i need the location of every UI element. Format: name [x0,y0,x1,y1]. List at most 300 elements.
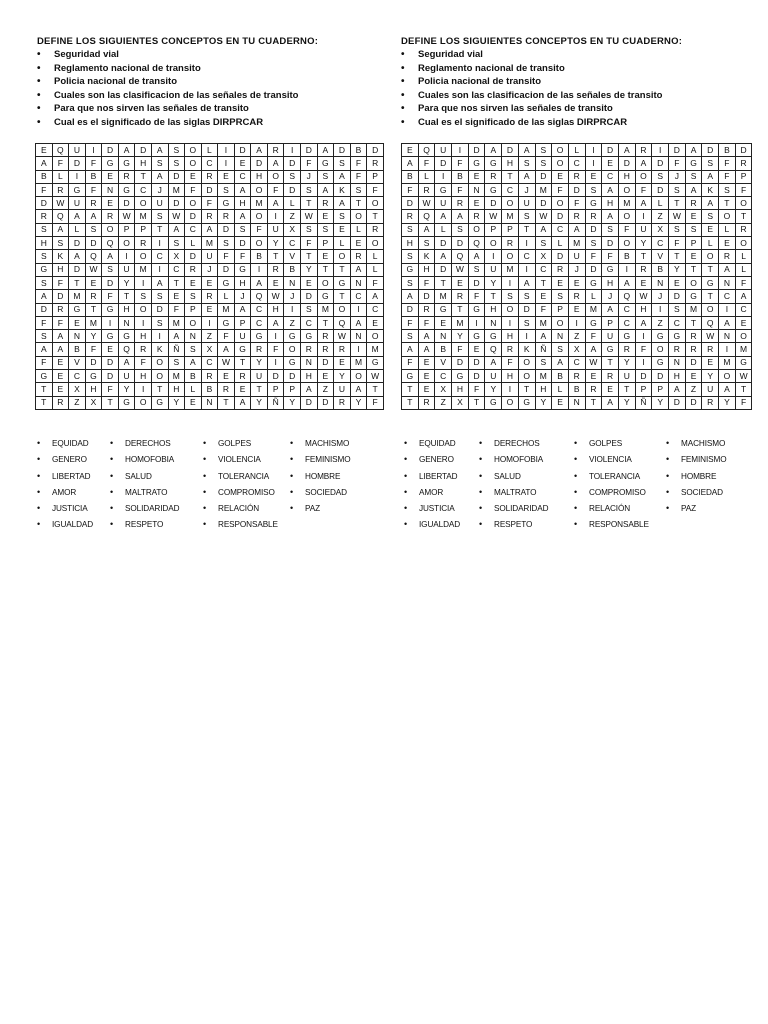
grid-cell: R [702,396,719,409]
grid-cell: T [102,396,119,409]
word-column [666,437,727,518]
grid-cell: S [552,343,569,356]
grid-cell: F [367,396,384,409]
grid-cell: I [502,316,519,329]
grid-cell: B [402,170,419,183]
grid-cell: A [552,356,569,369]
grid-cell: Ñ [535,343,552,356]
grid-cell: E [52,370,69,383]
grid-cell: A [418,223,435,236]
grid-cell: D [102,144,119,157]
grid-cell: I [468,316,485,329]
grid-cell: V [284,250,301,263]
grid-cell: S [652,170,669,183]
word-bank-item: • SALUD [110,470,152,481]
grid-cell: Z [652,316,669,329]
grid-cell: V [652,250,669,263]
grid-cell: G [735,356,752,369]
grid-cell: T [317,263,334,276]
grid-cell: N [185,330,202,343]
grid-cell: R [585,210,602,223]
grid-cell: P [284,383,301,396]
grid-cell: O [618,183,635,196]
grid-cell: Y [652,396,669,409]
grid-cell: A [635,197,652,210]
grid-cell: E [317,210,334,223]
grid-cell: L [552,383,569,396]
grid-cell: A [234,183,251,196]
grid-cell: R [568,370,585,383]
grid-cell: Z [69,396,86,409]
grid-cell: D [284,183,301,196]
grid-cell: S [102,263,119,276]
grid-cell: S [518,316,535,329]
grid-cell: I [585,157,602,170]
grid-row [36,183,384,196]
grid-cell: A [350,316,367,329]
grid-cell: A [251,276,268,289]
word-bank-item: • RELACIÓN [574,503,631,514]
grid-cell: V [69,356,86,369]
grid-cell: G [435,183,452,196]
grid-row [402,343,752,356]
grid-cell: I [635,330,652,343]
grid-cell: N [652,276,669,289]
grid-cell: T [685,263,702,276]
grid-cell: I [435,170,452,183]
bullet-icon: • [37,49,41,60]
grid-cell: F [585,250,602,263]
grid-cell: D [685,396,702,409]
grid-cell: F [350,157,367,170]
grid-cell: H [418,263,435,276]
grid-cell: I [568,316,585,329]
grid-cell: K [518,343,535,356]
grid-row [402,356,752,369]
grid-cell: E [85,276,102,289]
grid-cell: S [36,330,53,343]
grid-cell: M [135,263,152,276]
grid-cell: E [552,170,569,183]
grid-cell: I [135,383,152,396]
grid-cell: W [585,356,602,369]
grid-cell: R [702,343,719,356]
grid-cell: H [267,303,284,316]
grid-cell: H [234,276,251,289]
grid-cell: R [350,250,367,263]
grid-row [402,316,752,329]
grid-cell: M [585,303,602,316]
grid-cell: G [251,330,268,343]
grid-cell: X [535,250,552,263]
grid-cell: B [719,144,736,157]
grid-cell: T [317,316,334,329]
grid-cell: D [36,197,53,210]
grid-cell: D [402,303,419,316]
grid-cell: E [452,276,469,289]
grid-cell: U [618,370,635,383]
grid-cell: A [267,316,284,329]
grid-cell: S [85,223,102,236]
grid-cell: G [602,263,619,276]
grid-cell: T [635,250,652,263]
grid-cell: Z [201,330,218,343]
grid-cell: E [185,396,202,409]
grid-cell: G [85,370,102,383]
grid-cell: W [635,290,652,303]
grid-cell: G [234,343,251,356]
grid-cell: S [350,183,367,196]
grid-cell: D [69,263,86,276]
bullet-icon: • [203,519,207,530]
grid-cell: S [502,290,519,303]
grid-cell: A [168,223,185,236]
grid-cell: D [468,144,485,157]
grid-cell: F [52,157,69,170]
grid-cell: O [652,343,669,356]
word-bank-item: • SALUD [479,470,521,481]
grid-cell: T [702,290,719,303]
grid-cell: C [618,316,635,329]
grid-cell: H [635,303,652,316]
grid-cell: S [669,303,686,316]
grid-cell: S [468,263,485,276]
grid-cell: E [685,250,702,263]
bullet-icon: • [479,438,483,448]
grid-cell: E [234,157,251,170]
grid-cell: Ñ [267,396,284,409]
grid-cell: T [367,210,384,223]
grid-cell: J [284,290,301,303]
grid-cell: O [367,330,384,343]
grid-cell: H [618,170,635,183]
grid-row [36,197,384,210]
word-column [37,437,93,535]
grid-cell: O [135,303,152,316]
grid-cell: O [735,330,752,343]
worksheet-right [384,0,768,560]
grid-cell: W [85,263,102,276]
grid-cell: R [502,343,519,356]
grid-cell: Y [485,383,502,396]
grid-cell: A [367,290,384,303]
grid-cell: C [552,223,569,236]
grid-cell: R [735,223,752,236]
grid-cell: A [36,343,53,356]
grid-cell: J [151,183,168,196]
grid-cell: G [284,356,301,369]
grid-cell: C [435,370,452,383]
grid-cell: C [201,157,218,170]
grid-cell: F [102,290,119,303]
grid-cell: S [402,223,419,236]
grid-cell: E [568,276,585,289]
grid-cell: C [350,290,367,303]
grid-cell: Q [251,290,268,303]
grid-cell: A [702,197,719,210]
grid-cell: M [685,303,702,316]
grid-row [36,250,384,263]
grid-cell: R [201,210,218,223]
grid-cell: H [135,157,152,170]
bullet-icon: • [404,438,408,448]
concept-item: • Para que nos sirven las señales de transito [37,103,249,115]
grid-cell: R [452,290,469,303]
word-bank-item: • PAZ [666,503,697,514]
grid-cell: U [69,144,86,157]
grid-cell: T [435,276,452,289]
grid-cell: C [301,316,318,329]
grid-cell: X [85,396,102,409]
grid-cell: O [618,210,635,223]
grid-cell: S [168,237,185,250]
grid-cell: U [435,144,452,157]
grid-cell: D [52,290,69,303]
grid-cell: D [135,144,152,157]
grid-cell: P [485,223,502,236]
bullet-icon: • [479,486,483,497]
bullet-icon: • [203,470,207,481]
grid-cell: F [452,343,469,356]
grid-cell: R [201,170,218,183]
word-search-grid [35,143,384,410]
grid-cell: F [418,276,435,289]
grid-cell: E [435,316,452,329]
grid-cell: R [267,263,284,276]
grid-cell: O [151,356,168,369]
grid-cell: R [418,183,435,196]
grid-cell: R [502,237,519,250]
grid-cell: D [602,237,619,250]
grid-cell: E [418,370,435,383]
grid-cell: A [585,343,602,356]
grid-cell: S [334,210,351,223]
grid-cell: N [485,316,502,329]
grid-cell: A [234,303,251,316]
grid-cell: S [301,223,318,236]
grid-cell: S [36,223,53,236]
grid-cell: O [251,210,268,223]
bullet-icon: • [37,89,41,101]
grid-cell: R [452,197,469,210]
bullet-icon: • [37,454,41,465]
grid-cell: G [151,396,168,409]
grid-cell: I [635,210,652,223]
bullet-icon: • [404,486,408,497]
grid-cell: E [635,276,652,289]
grid-cell: S [535,237,552,250]
grid-cell: S [669,223,686,236]
grid-cell: S [36,276,53,289]
grid-cell: T [585,396,602,409]
grid-cell: G [652,330,669,343]
grid-cell: R [201,290,218,303]
grid-cell: F [267,343,284,356]
grid-row [36,157,384,170]
grid-cell: G [485,183,502,196]
grid-cell: A [185,356,202,369]
grid-cell: I [69,170,86,183]
bullet-icon: • [290,486,294,497]
word-bank-item: • FEMINISMO [666,454,727,465]
grid-cell: A [435,250,452,263]
grid-cell: I [151,263,168,276]
grid-cell: G [118,396,135,409]
grid-cell: M [135,210,152,223]
grid-cell: D [284,157,301,170]
grid-cell: A [602,396,619,409]
bullet-icon: • [574,454,578,465]
grid-cell: G [102,157,119,170]
grid-cell: B [201,383,218,396]
word-column [404,437,460,535]
grid-cell: A [602,210,619,223]
grid-cell: Ñ [168,343,185,356]
word-bank-item: • MALTRATO [110,486,168,497]
grid-cell: D [518,303,535,316]
grid-cell: F [669,157,686,170]
concept-item: • Cuales son las clasificacion de las señales de transito [37,89,299,101]
grid-cell: O [502,396,519,409]
grid-cell: D [102,370,119,383]
grid-cell: I [350,343,367,356]
bullet-icon: • [479,519,483,530]
grid-cell: A [317,144,334,157]
grid-cell: D [69,157,86,170]
grid-cell: V [435,356,452,369]
grid-cell: O [102,223,119,236]
grid-cell: I [251,263,268,276]
grid-cell: H [502,157,519,170]
grid-cell: D [317,356,334,369]
grid-cell: S [452,223,469,236]
grid-cell: C [502,183,519,196]
grid-cell: X [168,250,185,263]
concept-item: • Cual es el significado de las siglas DIRPRCAR [37,116,264,128]
grid-cell: N [118,316,135,329]
bullet-icon: • [37,438,41,448]
grid-cell: I [201,316,218,329]
grid-cell: E [168,290,185,303]
grid-cell: A [735,290,752,303]
grid-cell: L [52,170,69,183]
grid-cell: U [234,330,251,343]
grid-cell: T [85,303,102,316]
grid-cell: F [452,183,469,196]
grid-cell: R [85,290,102,303]
grid-cell: E [585,170,602,183]
grid-cell: I [151,237,168,250]
worksheet-heading: DEFINE LOS SIGUIENTES CONCEPTOS EN TU CUADERNO: [401,36,683,47]
grid-cell: T [502,170,519,183]
grid-cell: C [735,303,752,316]
grid-cell: S [185,343,202,356]
grid-cell: F [85,343,102,356]
grid-cell: O [267,170,284,183]
grid-cell: D [452,237,469,250]
grid-cell: S [685,223,702,236]
grid-cell: O [502,250,519,263]
grid-cell: S [719,183,736,196]
grid-cell: F [418,316,435,329]
grid-cell: E [185,170,202,183]
grid-cell: M [168,370,185,383]
grid-cell: R [685,330,702,343]
grid-cell: L [719,223,736,236]
grid-cell: O [635,170,652,183]
grid-cell: S [518,157,535,170]
grid-cell: Y [251,396,268,409]
grid-cell: T [36,383,53,396]
grid-cell: H [301,370,318,383]
grid-cell: E [334,223,351,236]
grid-cell: W [168,210,185,223]
grid-cell: R [317,330,334,343]
word-bank-item: • COMPROMISO [574,486,646,497]
grid-cell: F [36,183,53,196]
grid-cell: X [284,223,301,236]
grid-cell: P [552,303,569,316]
grid-cell: K [52,250,69,263]
grid-cell: T [334,263,351,276]
grid-cell: T [218,396,235,409]
grid-cell: Y [702,370,719,383]
bullet-icon: • [37,519,41,530]
grid-cell: R [52,303,69,316]
grid-cell: H [452,383,469,396]
grid-cell: T [702,263,719,276]
grid-cell: H [251,170,268,183]
grid-cell: F [201,197,218,210]
grid-cell: I [585,144,602,157]
grid-cell: M [218,303,235,316]
grid-cell: F [602,250,619,263]
grid-cell: I [719,343,736,356]
bullet-icon: • [110,503,114,514]
grid-cell: S [535,356,552,369]
bullet-icon: • [110,438,114,448]
grid-cell: I [151,330,168,343]
grid-cell: G [685,290,702,303]
grid-cell: E [301,276,318,289]
grid-cell: F [234,250,251,263]
grid-row [36,396,384,409]
grid-cell: S [317,170,334,183]
grid-cell: D [102,356,119,369]
grid-cell: L [735,250,752,263]
grid-cell: U [485,263,502,276]
grid-cell: F [36,316,53,329]
grid-cell: A [251,144,268,157]
grid-cell: O [685,276,702,289]
grid-cell: L [702,237,719,250]
grid-cell: R [367,157,384,170]
grid-cell: O [518,370,535,383]
grid-cell: P [635,383,652,396]
grid-cell: C [69,370,86,383]
grid-cell: F [585,330,602,343]
grid-cell: D [251,157,268,170]
grid-cell: O [334,303,351,316]
grid-cell: D [585,223,602,236]
grid-cell: S [151,316,168,329]
word-bank-item: • SOLIDARIDAD [110,503,180,514]
grid-cell: R [635,144,652,157]
grid-cell: R [85,197,102,210]
grid-cell: D [535,197,552,210]
concept-item: • Reglamento nacional de transito [37,62,201,74]
grid-cell: D [669,144,686,157]
